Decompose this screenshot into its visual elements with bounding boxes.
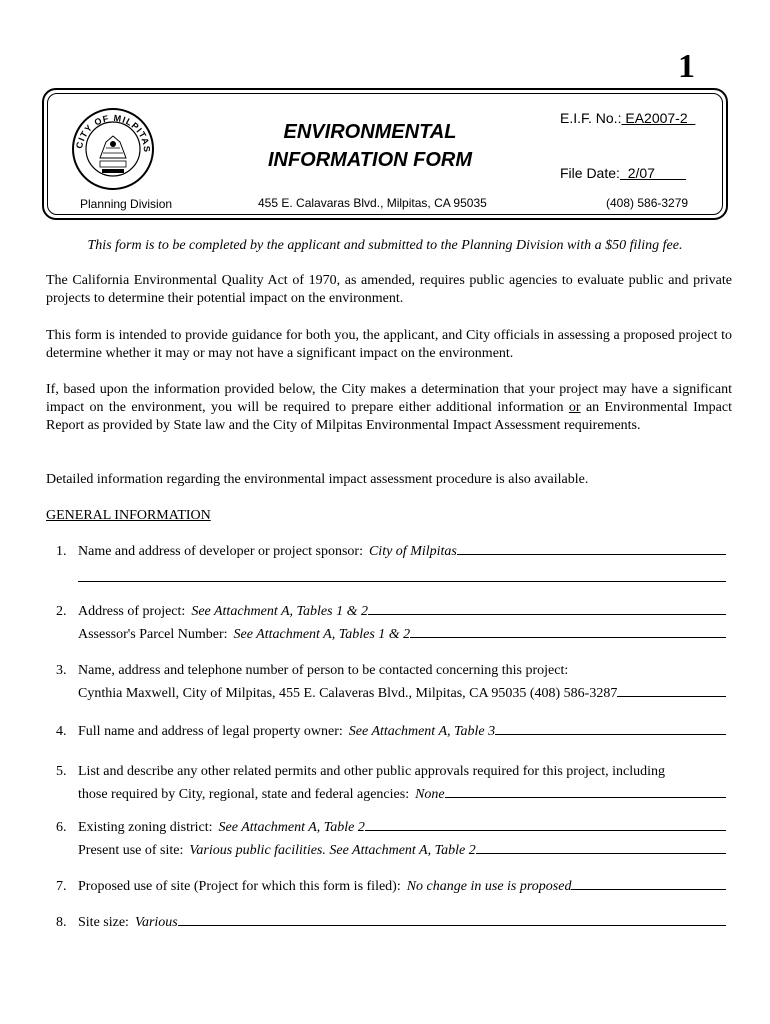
answer-line [476,839,726,854]
section-title-general-information: GENERAL INFORMATION [46,508,211,523]
item-label: Name, address and telephone number of person to be contacted concerning this project: [78,663,569,678]
item-number: 3. [56,663,67,678]
item-3 [56,660,726,705]
eif-number [560,110,695,126]
eif-value: EA2007-2 [621,110,696,126]
item-label: Existing zoning district: [78,820,213,835]
paragraph-determination-a: If, based upon the information provided below, the City makes a determination that your project may have a significant impact on the environment, you will be required to prepare either additional information [46,382,732,415]
item-number: 5. [56,764,67,779]
answer-line [617,682,726,697]
answer-line-extra [78,581,726,582]
city-address: 455 E. Calavaras Blvd., Milpitas, CA 95035 [258,196,487,210]
file-date-value: 2/07 [619,165,687,181]
file-date-label: File Date: [560,165,620,181]
city-phone: (408) 586-3279 [606,196,689,210]
item-1 [56,540,726,563]
item-label: Proposed use of site (Project for which this form is filed): [78,879,401,894]
item-2 [56,600,726,646]
answer-line [445,783,726,798]
intro-instruction: This form is to be completed by the applicant and submitted to the Planning Division with a $50 filing fee. [87,238,683,253]
answer-line [571,875,726,890]
item-4 [56,720,726,743]
page-number: 1 [678,48,695,85]
answer-line [365,816,726,831]
answer-line [178,911,726,926]
item-number: 1. [56,544,67,559]
item-label-2: Present use of site: [78,843,184,858]
file-date [560,165,686,181]
item-label: Address of project: [78,604,186,619]
item-label: Site size: [78,915,129,930]
item-5 [56,761,726,806]
item-answer[interactable]: Various [134,915,178,930]
answer-line [410,623,726,638]
item-answer[interactable]: No change in use is proposed [406,879,572,894]
item-answer[interactable]: See Attachment A, Table 3 [348,724,496,739]
item-answer[interactable]: Cynthia Maxwell, City of Milpitas, 455 E. Calaveras Blvd., Milpitas, CA 95035 (408) 586-3287 [78,686,618,701]
answer-line [368,600,726,615]
item-number: 4. [56,724,67,739]
answer-line [457,540,726,555]
item-7 [56,875,726,898]
item-label: Full name and address of legal property owner: [78,724,343,739]
item-number: 6. [56,820,67,835]
item-answer[interactable]: See Attachment A, Tables 1 & 2 [191,604,368,619]
item-number: 8. [56,915,67,930]
planning-division-label: Planning Division [80,197,173,211]
item-answer-2[interactable]: See Attachment A, Tables 1 & 2 [233,627,411,642]
item-answer[interactable]: None [415,787,445,802]
item-answer-2[interactable]: Various public facilities. See Attachment A, Table 2 [189,843,476,858]
item-6 [56,816,726,862]
item-8 [56,911,726,934]
form-title-line-2: INFORMATION FORM [267,149,473,171]
item-answer[interactable]: City of Milpitas [368,544,457,559]
paragraph-determination-or: or [568,400,581,415]
eif-label: E.I.F. No.: [560,110,622,126]
paragraph-purpose: This form is intended to provide guidance for both you, the applicant, and City officials in assessing a proposed project to determine whether it may or may not have a significant impact on the environment. [46,328,732,361]
form-title [250,118,490,174]
item-number: 7. [56,879,67,894]
item-label-2: Assessor's Parcel Number: [78,627,228,642]
paragraph-determination-b: an Environmental Impact Report as provided by State law and the City of Milpitas Environmental Impact Assessment requirements. [46,400,732,433]
city-seal-logo [70,106,156,192]
item-answer[interactable]: See Attachment A, Table 2 [218,820,365,835]
item-label: List and describe any other related permits and other public approvals required for this project, including [78,764,666,779]
item-label: Name and address of developer or project sponsor: [78,544,363,559]
answer-line [495,720,726,735]
item-number: 2. [56,604,67,619]
item-label-2: those required by City, regional, state and federal agencies: [78,787,410,802]
svg-text:CITY OF MILPITAS: CITY OF MILPITAS [74,112,153,154]
form-title-line-1: ENVIRONMENTAL [283,121,457,143]
paragraph-procedure: Detailed information regarding the environmental impact assessment procedure is also available. [46,472,589,487]
paragraph-determination [46,381,732,435]
paragraph-ceqa: The California Environmental Quality Act of 1970, as amended, requires public agencies to evaluate public and private projects to determine their potential impact on the environment. [46,273,732,306]
